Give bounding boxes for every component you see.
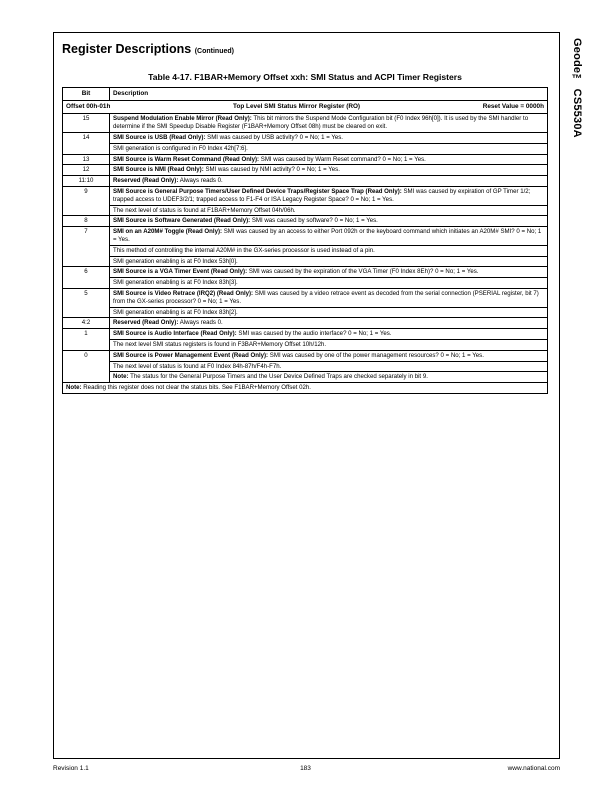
table-row <box>63 216 548 227</box>
description-line <box>113 217 544 225</box>
offset-label: Offset 00h-01h <box>66 103 111 111</box>
description-cell <box>110 154 548 165</box>
table-row <box>63 132 548 154</box>
description-cell <box>110 216 548 227</box>
section-heading <box>62 42 234 56</box>
table-row <box>63 114 548 133</box>
description-cell <box>110 132 548 154</box>
description-line <box>110 205 547 215</box>
bit-cell: 14 <box>63 132 110 154</box>
description-cell <box>110 350 548 382</box>
description-line <box>110 339 547 349</box>
field-text: SMI generation enabling is at F0 Index 83h[2]. <box>113 308 238 316</box>
bit-cell: 0 <box>63 350 110 382</box>
field-text: SMI was caused by NMI activity? 0 = No; 1 = Yes. <box>205 166 340 174</box>
description-line <box>113 319 544 327</box>
col-bit-header: Bit <box>63 88 110 101</box>
field-name: SMI Source is a VGA Timer Event (Read Only): <box>113 268 248 276</box>
bit-cell: 15 <box>63 114 110 133</box>
footer-website: www.national.com <box>507 765 560 772</box>
field-name: SMI on an A20M# Toggle (Read Only): <box>113 228 223 236</box>
field-name: SMI Source is USB (Read Only): <box>113 133 206 141</box>
field-name: Reserved (Read Only): <box>113 177 179 185</box>
footer-page-number: 183 <box>300 765 311 772</box>
description-line <box>113 134 544 142</box>
bit-cell: 8 <box>63 216 110 227</box>
description-line <box>113 352 544 360</box>
field-text: This bit mirrors the Suspend Mode Configuration bit (F0 Index 96h[0]). It is used by the SMI handler to determine if the SMI Speedup Disable Register (F1BAR+Memory Offset 08h) must be cleared on exit. <box>113 115 529 131</box>
field-text: SMI generation enabling is at F0 Index 53h[0]. <box>113 257 238 265</box>
field-text: SMI generation enabling is at F0 Index 83h[3]. <box>113 279 238 287</box>
field-text: SMI was caused by an access to either Port 092h or the keyboard command which initiates an A20M# SMI? 0 = No; 1 = Yes. <box>113 228 542 243</box>
field-text: SMI was caused by the expiration of the VGA Timer (F0 Index 8Eh)? 0 = No; 1 = Yes. <box>248 268 479 276</box>
description-cell <box>110 318 548 329</box>
description-line <box>113 330 544 338</box>
description-line <box>110 277 547 287</box>
table-row <box>63 318 548 329</box>
description-cell <box>110 176 548 187</box>
description-line <box>110 245 547 255</box>
table-row <box>63 267 548 289</box>
row-note-text: The status for the General Purpose Timers and the User Device Defined Traps are checked separately in bit 9. <box>130 373 428 381</box>
field-name: Reserved (Read Only): <box>113 319 179 327</box>
table-row <box>63 176 548 187</box>
table-row <box>63 154 548 165</box>
description-line <box>110 307 547 317</box>
table-row <box>63 227 548 267</box>
table-note-text: Reading this register does not clear the status bits. See F1BAR+Memory Offset 02h. <box>83 384 311 392</box>
field-text: SMI was caused by a video retrace event as decoded from the serial connection (PSERIAL register, bit 7) from the GX-series processor? 0 = No; 1 = Yes. <box>113 289 539 305</box>
bit-cell: 6 <box>63 267 110 289</box>
description-line <box>113 268 544 276</box>
field-text: SMI was caused by expiration of GP Timer 1/2; trapped access to UDEF3/2/1; trapped access to F1-F4 or ISA Legacy Register Space? 0 = No; 1 = Yes. <box>113 187 531 203</box>
description-cell <box>110 288 548 317</box>
reset-value: Reset Value = 0000h <box>482 103 544 111</box>
row-note-label: Note: <box>113 373 129 381</box>
description-cell <box>110 186 548 215</box>
table-note-label: Note: <box>66 384 82 392</box>
field-name: Suspend Modulation Enable Mirror (Read Only): <box>113 115 252 123</box>
description-cell <box>110 165 548 176</box>
description-line <box>113 156 544 164</box>
field-name: SMI Source is Warm Reset Command (Read Only): <box>113 155 260 163</box>
field-text: SMI was caused by the audio interface? 0 = No; 1 = Yes. <box>238 330 392 338</box>
bit-cell: 1 <box>63 329 110 351</box>
description-line <box>110 256 547 266</box>
field-name: SMI Source is Software Generated (Read Only): <box>113 217 251 225</box>
description-line <box>113 290 544 306</box>
field-name: SMI Source is Video Retrace (IRQ2) (Read Only): <box>113 289 254 297</box>
bit-cell: 4:2 <box>63 318 110 329</box>
bit-cell: 12 <box>63 165 110 176</box>
footer-revision: Revision 1.1 <box>53 765 89 772</box>
table-row <box>63 329 548 351</box>
field-text: Always reads 0. <box>179 177 223 185</box>
table-note-row <box>63 383 548 394</box>
field-text: SMI generation is configured in F0 Index 42h[7:6]. <box>113 144 248 152</box>
section-title: Register Descriptions <box>62 42 192 56</box>
bit-cell: 9 <box>63 186 110 215</box>
field-text: The next level of status is found at F0 Index 84h-87h/F4h-F7h. <box>113 362 282 370</box>
row-note <box>110 371 547 381</box>
description-line <box>113 188 544 204</box>
offset-row <box>63 101 548 114</box>
field-text: SMI was caused by Warm Reset command? 0 = No; 1 = Yes. <box>260 155 426 163</box>
field-text: Always reads 0. <box>179 319 223 327</box>
description-line <box>113 115 544 131</box>
description-line <box>113 177 544 185</box>
side-tab-title: Geode™ CS5530A <box>571 38 583 138</box>
field-name: SMI Source is NMI (Read Only): <box>113 166 204 174</box>
col-description-header: Description <box>110 88 548 101</box>
description-cell <box>110 267 548 289</box>
register-table <box>62 87 548 394</box>
description-line <box>110 143 547 153</box>
register-name: Top Level SMI Status Mirror Register (RO) <box>233 103 361 111</box>
description-line <box>113 228 544 244</box>
description-cell <box>110 227 548 267</box>
field-text: The next level SMI status registers is found in F3BAR+Memory Offset 10h/12h. <box>113 340 327 348</box>
bit-cell: 11:10 <box>63 176 110 187</box>
description-cell <box>110 329 548 351</box>
field-name: SMI Source is Power Management Event (Read Only): <box>113 351 269 359</box>
section-suffix: (Continued) <box>194 48 234 55</box>
field-text: SMI was caused by USB activity? 0 = No; 1 = Yes. <box>207 133 343 141</box>
field-name: SMI Source is Audio Interface (Read Only): <box>113 330 237 338</box>
description-line <box>110 361 547 371</box>
field-text: SMI was caused by one of the power management resources? 0 = No; 1 = Yes. <box>269 351 484 359</box>
table-row <box>63 165 548 176</box>
table-row <box>63 350 548 382</box>
bit-cell: 7 <box>63 227 110 267</box>
bit-cell: 5 <box>63 288 110 317</box>
table-header-row <box>63 88 548 101</box>
description-cell <box>110 114 548 133</box>
field-text: SMI was caused by software? 0 = No; 1 = Yes. <box>251 217 378 225</box>
field-text: The next level of status is found at F1BAR+Memory Offset 04h/06h. <box>113 206 296 214</box>
bit-cell: 13 <box>63 154 110 165</box>
field-text: This method of controlling the internal A20M# in the GX-series processor is used instead of a pin. <box>113 246 375 254</box>
table-row <box>63 186 548 215</box>
table-row <box>63 288 548 317</box>
field-name: SMI Source is General Purpose Timers/User Defined Device Traps/Register Space Trap (Read Only): <box>113 187 402 195</box>
table-title: Table 4-17. F1BAR+Memory Offset xxh: SMI Status and ACPI Timer Registers <box>148 72 462 82</box>
description-line <box>113 166 544 174</box>
